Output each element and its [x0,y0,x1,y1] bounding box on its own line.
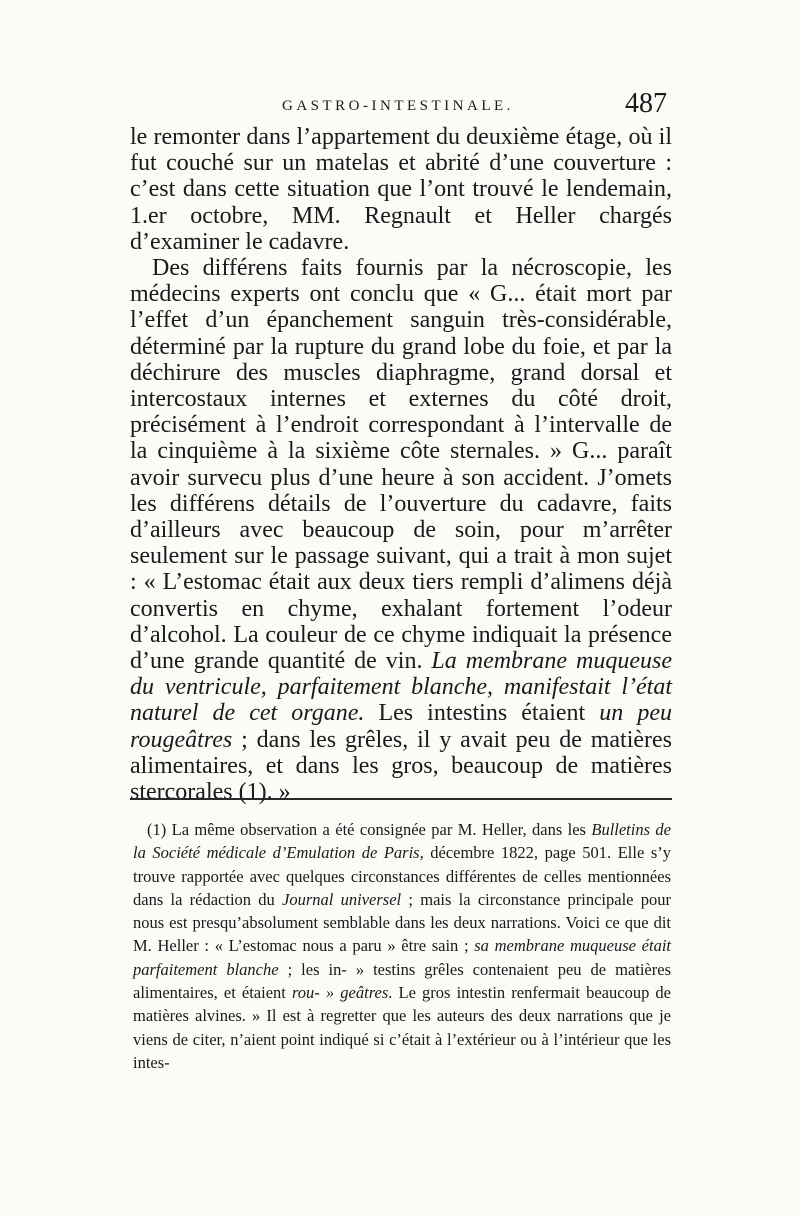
footnote-text-d: ; les in- » testins grêles contenaient peu de matières alimentaires, et étaient [133,959,671,1003]
paragraph-1: le remonter dans l’appartement du deuxième étage, où il fut couché sur un matelas et abrité d’une couverture : c’est dans cette situation que l’ont trouvé le lendemain, 1.er octobre, MM. Regnault et Heller chargés d’examiner le cadavre. [130,124,672,255]
paragraph-2-text-b: Les intestins étaient [364,700,600,727]
paragraph-2 [130,255,672,805]
footnote-italic-bulletins: Bulletins de la Société médicale d’Emulation de Paris [133,820,671,863]
footnote [133,818,671,1074]
footnote-italic-rougeatres: rou- » geâtres [292,983,389,1003]
footnote-italic-membrane: sa membrane muqueuse était parfaitement blanche [133,936,671,979]
running-title: GASTRO-INTESTINALE. [282,98,514,114]
footnote-italic-journal: Journal universel [282,889,402,909]
footnote-rule [130,798,672,800]
paragraph-2-text-a: Des différens faits fournis par la nécroscopie, les médecins experts ont conclu que « G... était mort par l’effet d’un épanchement sanguin très-considérable, déterminé par la rupture du grand lobe du foie, et par la déchirure des muscles diaphragme, grand dorsal et intercostaux internes et externes du côté droit, précisément à l’endroit correspondant à l’intervalle de la cinquième à la sixième côte sternales. » G... paraît avoir survecu plus d’une heure à son accident. J’omets les différens détails de l’ouverture du cadavre, faits d’ailleurs avec beaucoup de soin, pour m’arrêter seulement sur le passage suivant, qui a trait à mon sujet : « L’estomac était aux deux tiers rempli d’alimens déjà convertis en chyme, exhalant fortement l’odeur d’alcohol. La couleur de ce chyme indiquait la présence d’une grande quantité de vin. [130,255,672,675]
page-number: 487 [625,88,667,119]
main-text [130,124,672,805]
footnote-text-e: . Le gros intestin renfermait beaucoup de matières alvines. » Il est à regretter que les auteurs des deux narrations que je viens de citer, n’aient point indiqué si c’était à l’extérieur ou à l’intérieur que les intes- [133,983,672,1072]
footnote-text [133,818,671,1074]
footnote-text-a: (1) La même observation a été consignée par M. Heller, dans les [147,820,592,839]
footnote-text-b: , décembre 1822, page 501. Elle s’y trouve rapportée avec quelques circonstances différentes de celles mentionnées dans la rédaction du [133,843,671,909]
paragraph-2-text-c: ; dans les grêles, il y avait peu de matières alimentaires, et dans les gros, beaucoup de matières stercorales (1). » [130,726,672,806]
paragraph-2-italic-quote: La membrane muqueuse du ventricule, parfaitement blanche, manifestait l’état naturel de cet organe. [130,648,672,727]
footnote-text-c: ; mais la circonstance principale pour nous est presqu’absolument semblable dans les deux narrations. Voici ce que dit M. Heller : « L’estomac nous a paru » être sain ; [133,889,671,956]
paragraph-2-italic-rougeatres: un peu rougeâtres [130,700,672,753]
